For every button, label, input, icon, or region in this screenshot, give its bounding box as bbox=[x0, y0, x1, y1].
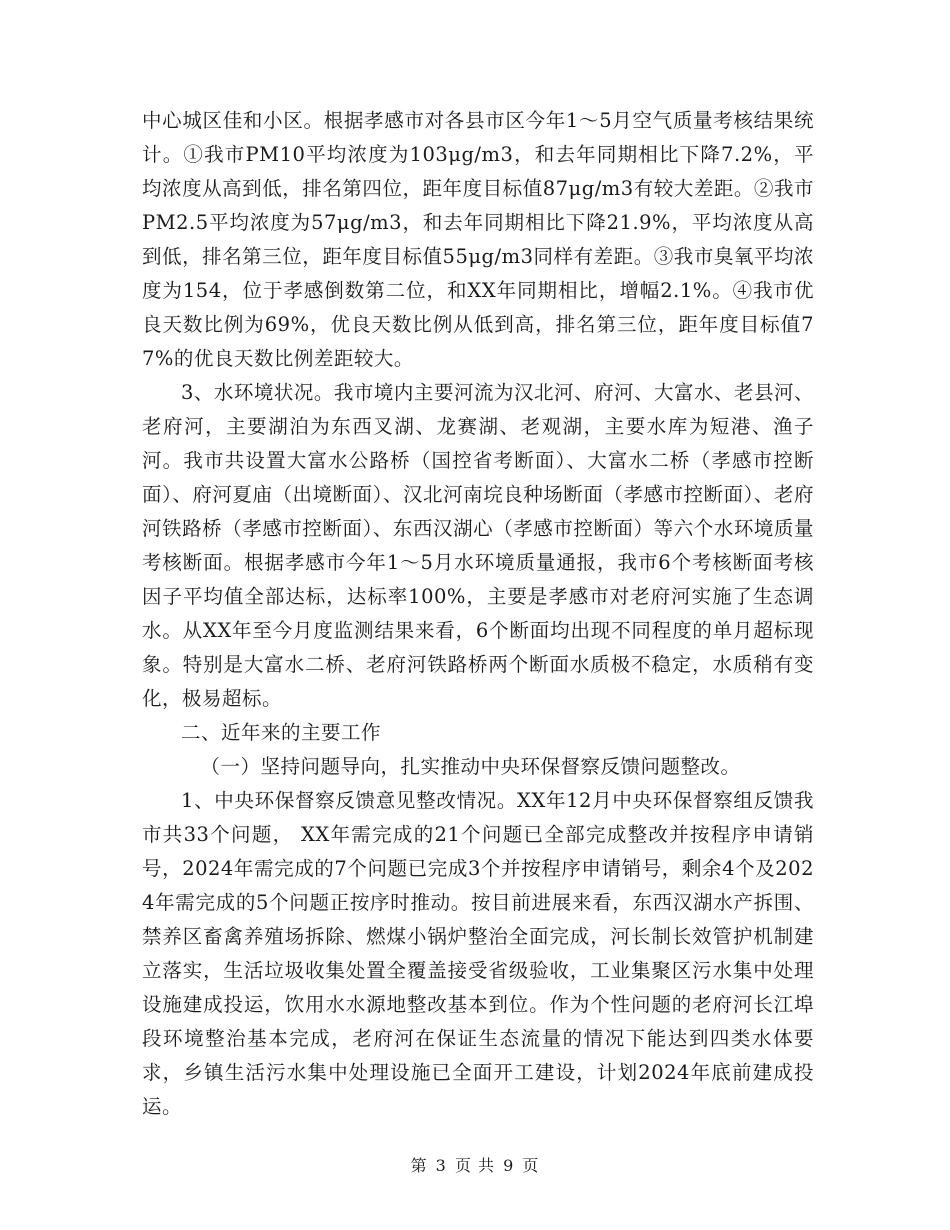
section-heading-main-work: 二、近年来的主要工作 bbox=[181, 721, 382, 744]
footer-suffix: 页 bbox=[522, 1156, 540, 1175]
footer-page-number: 3 bbox=[435, 1156, 447, 1175]
paragraph-rectification-status: 1、中央环保督察反馈意见整改情况。XX年12月中央环保督察组反馈我市共33个问题， XX年需完成的21个问题已全部完成整改并按程序申请销号，2024年需完成的7个问题已完成3个并按程序申请销号，剩余4个及2024年需完成的5个问题正按序时推动。按目前进展来看，东西汉湖水产拆围、禁养区畜禽养殖场拆除、燃煤小锅炉整治全面完成，河长制长效管护机制建立落实，生活垃圾收集处置全覆盖接受省级验收，工业集聚区污水集中处理设施建成投运，饮用水水源地整改基本到位。作为个性问题的老府河长江埠段环境整治基本完成，老府河在保证生态流量的情况下能达到四类水体要求，乡镇生活污水集中处理设施已全面开工建设，计划2024年底前建成投运。 bbox=[142, 789, 814, 1118]
page-footer bbox=[0, 1153, 950, 1176]
paragraph-water-environment: 3、水环境状况。我市境内主要河流为汉北河、府河、大富水、老县河、老府河，主要湖泊为东西叉湖、龙赛湖、老观湖，主要水库为短港、渔子河。我市共设置大富水公路桥（国控省考断面）、大富水二桥（孝感市控断面）、府河夏庙（出境断面）、汉北河南垸良种场断面（孝感市控断面）、老府河铁路桥（孝感市控断面）、东西汉湖心（孝感市控断面）等六个水环境质量考核断面。根据孝感市今年1～5月水环境质量通报，我市6个考核断面考核因子平均值全部达标，达标率100%，主要是孝感市对老府河实施了生态调水。从XX年至今月度监测结果来看，6个断面均出现不同程度的单月超标现象。特别是大富水二桥、老府河铁路桥两个断面水质极不稳定，水质稍有变化，极易超标。 bbox=[142, 381, 814, 710]
subsection-heading-problem-rectification: （一）坚持问题导向，扎实推动中央环保督察反馈问题整改。 bbox=[200, 755, 741, 778]
paragraph-air-quality: 中心城区佳和小区。根据孝感市对各县市区今年1～5月空气质量考核结果统计。①我市PM10平均浓度为103μg/m3，和去年同期相比下降7.2%，平均浓度从高到低，排名第四位，距年度目标值87μg/m3有较大差距。②我市PM2.5平均浓度为57μg/m3，和去年同期相比下降21.9%，平均浓度从高到低，排名第三位，距年度目标值55μg/m3同样有差距。③我市臭氧平均浓度为154，位于孝感倒数第二位，和XX年同期相比，增幅2.1%。④我市优良天数比例为69%，优良天数比例从低到高，排名第三位，距年度目标值77%的优良天数比例差距较大。 bbox=[142, 109, 814, 370]
footer-total-pages: 9 bbox=[503, 1156, 515, 1175]
footer-middle: 页 共 bbox=[454, 1156, 496, 1175]
document-body bbox=[142, 104, 814, 1124]
footer-prefix: 第 bbox=[410, 1156, 428, 1175]
